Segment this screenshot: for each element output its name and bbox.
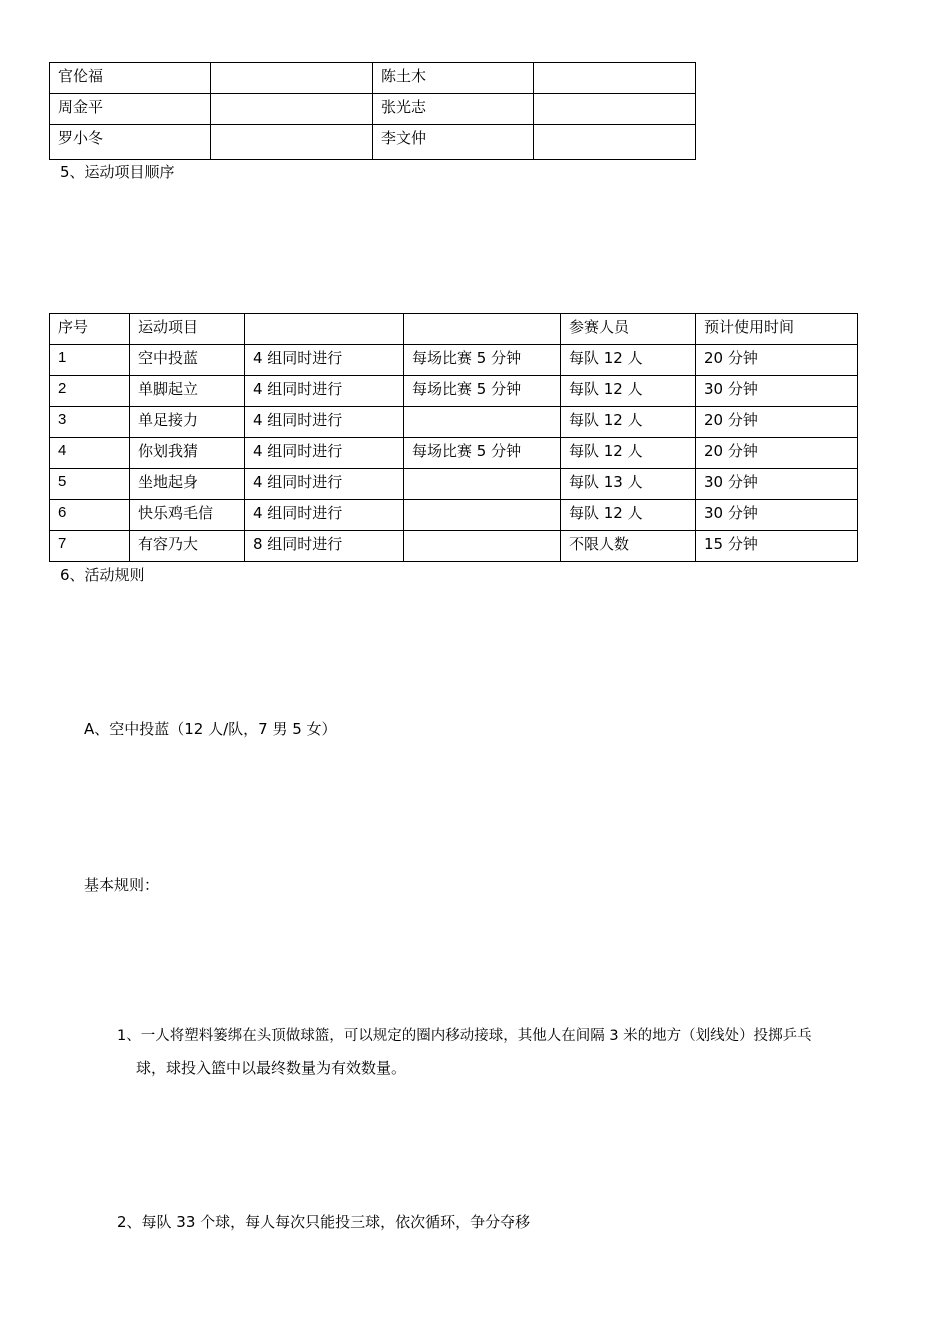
match-duration: 每场比赛 5 分钟 [404,345,561,376]
participants: 每队 12 人 [561,438,696,469]
table-row [50,345,858,376]
participants: 每队 12 人 [561,407,696,438]
name-cell: 周金平 [50,94,211,125]
row-number: 1 [50,345,130,376]
estimated-time: 20 分钟 [696,438,858,469]
row-number: 3 [50,407,130,438]
row-number: 4 [50,438,130,469]
name-cell: 张光志 [373,94,534,125]
participants: 每队 13 人 [561,469,696,500]
blank-cell [211,63,373,94]
rule-1-line-1: 1、一人将塑料篓绑在头顶做球篮，可以规定的圈内移动接球，其他人在间隔 3 米的地方（划线处）投掷乒乓 [117,1028,812,1044]
name-cell: 罗小冬 [50,125,211,160]
row-number: 2 [50,376,130,407]
match-duration: 每场比赛 5 分钟 [404,438,561,469]
match-duration [404,407,561,438]
row-number: 7 [50,531,130,562]
header-cell: 参赛人员 [561,314,696,345]
group-info: 4 组同时进行 [245,345,404,376]
table-row [50,94,696,125]
estimated-time: 30 分钟 [696,500,858,531]
group-info: 4 组同时进行 [245,407,404,438]
header-cell [404,314,561,345]
blank-cell [211,125,373,160]
blank-cell [534,63,696,94]
names-table [49,62,696,160]
participants: 每队 12 人 [561,376,696,407]
name-cell: 官伦福 [50,63,211,94]
estimated-time: 30 分钟 [696,376,858,407]
table-row [50,125,696,160]
group-info: 4 组同时进行 [245,376,404,407]
table-row [50,500,858,531]
estimated-time: 20 分钟 [696,407,858,438]
event-name: 单足接力 [130,407,245,438]
blank-cell [534,125,696,160]
table-header-row [50,314,858,345]
table-row [50,438,858,469]
section-5-heading: 5、运动项目顺序 [60,163,175,181]
participants: 每队 12 人 [561,345,696,376]
estimated-time: 15 分钟 [696,531,858,562]
match-duration [404,500,561,531]
event-name: 空中投蓝 [130,345,245,376]
group-info: 8 组同时进行 [245,531,404,562]
basic-rules-label: 基本规则： [84,876,160,894]
estimated-time: 30 分钟 [696,469,858,500]
table-row [50,376,858,407]
name-cell: 陈土木 [373,63,534,94]
group-info: 4 组同时进行 [245,500,404,531]
rule-a-heading: A、空中投蓝（12 人/队，7 男 5 女） [84,720,337,738]
participants: 不限人数 [561,531,696,562]
estimated-time: 20 分钟 [696,345,858,376]
header-cell: 运动项目 [130,314,245,345]
event-name: 单脚起立 [130,376,245,407]
match-duration [404,469,561,500]
match-duration [404,531,561,562]
participants: 每队 12 人 [561,500,696,531]
table-row [50,407,858,438]
table-row [50,63,696,94]
header-cell: 序号 [50,314,130,345]
table-row [50,469,858,500]
row-number: 6 [50,500,130,531]
header-cell [245,314,404,345]
schedule-table [49,313,858,562]
group-info: 4 组同时进行 [245,438,404,469]
group-info: 4 组同时进行 [245,469,404,500]
event-name: 有容乃大 [130,531,245,562]
event-name: 快乐鸡毛信 [130,500,245,531]
section-6-heading: 6、活动规则 [60,566,145,584]
header-cell: 预计使用时间 [696,314,858,345]
blank-cell [534,94,696,125]
event-name: 你划我猜 [130,438,245,469]
rule-1-line-2: 球，球投入篮中以最终数量为有效数量。 [136,1059,407,1077]
table-row [50,531,858,562]
match-duration: 每场比赛 5 分钟 [404,376,561,407]
name-cell: 李文仲 [373,125,534,160]
rule-2: 2、每队 33 个球，每人每次只能投三球，依次循环，争分夺移 [117,1213,531,1231]
blank-cell [211,94,373,125]
row-number: 5 [50,469,130,500]
event-name: 坐地起身 [130,469,245,500]
